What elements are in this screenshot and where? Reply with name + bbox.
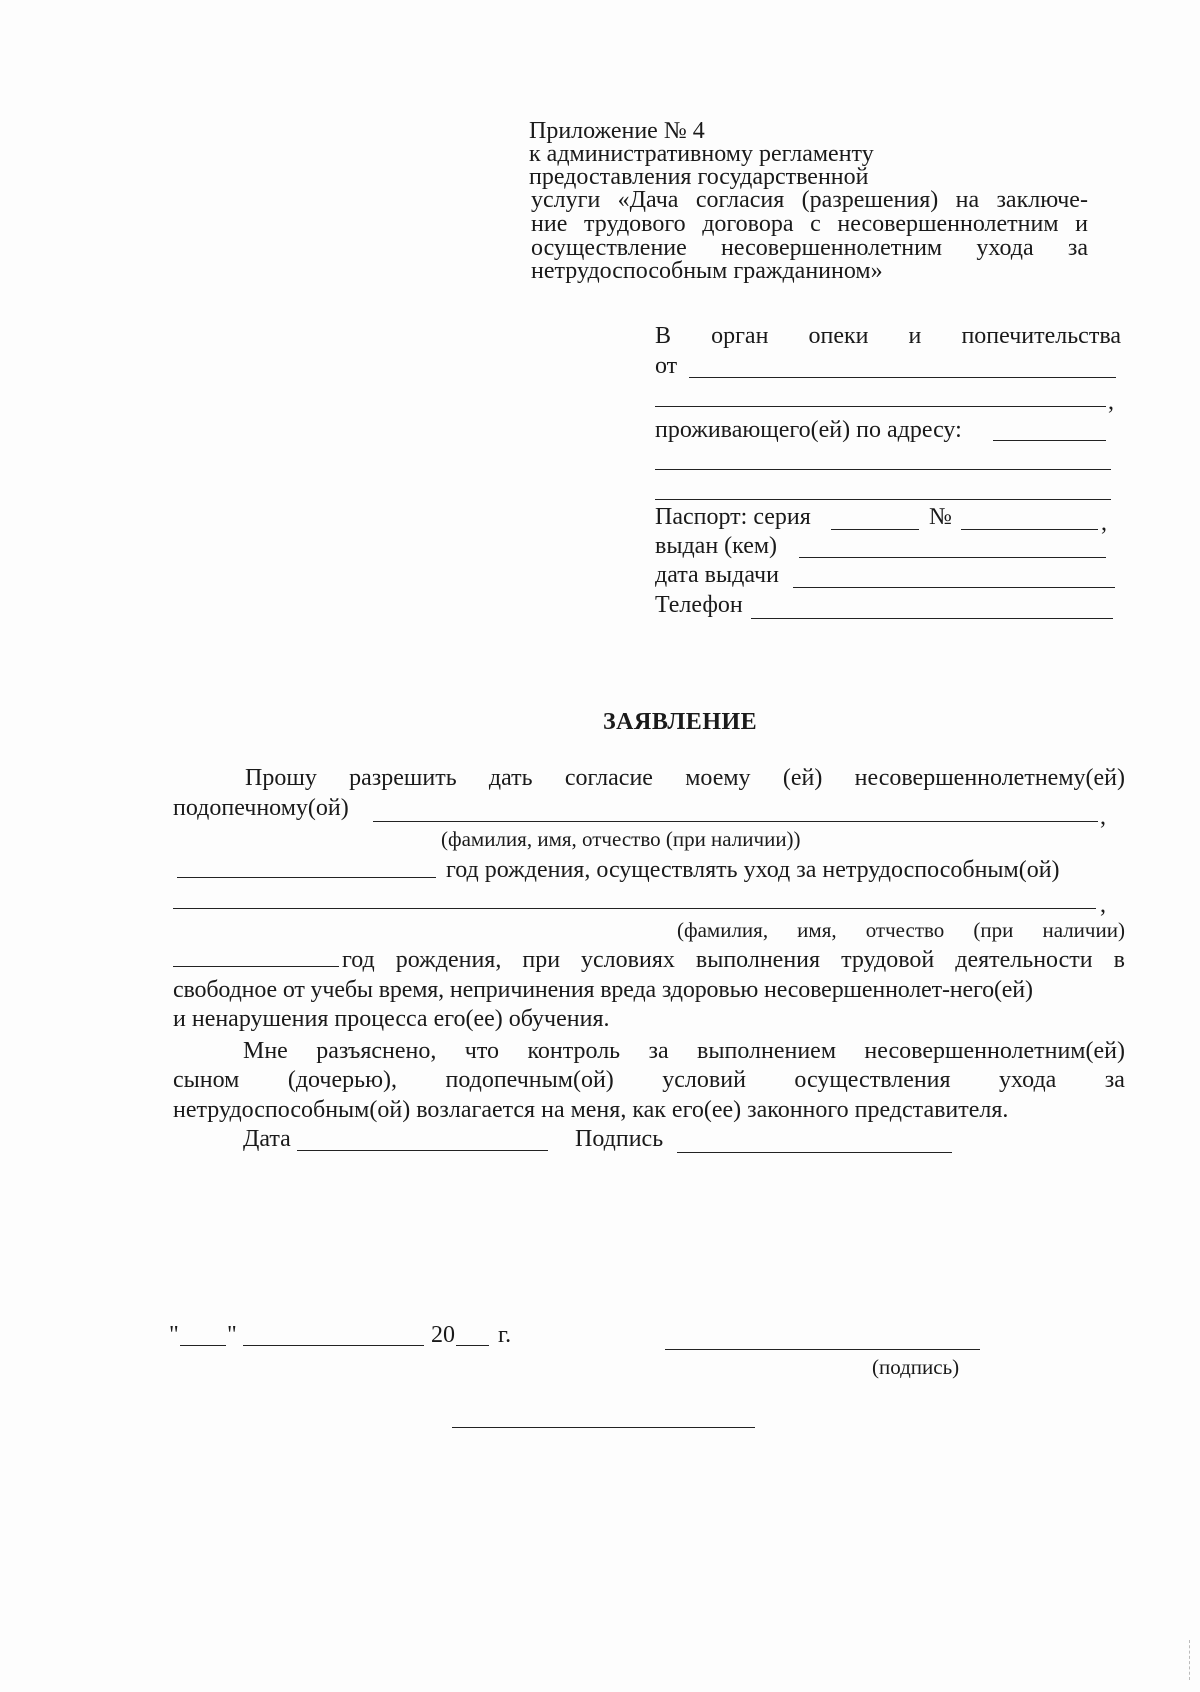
date-blank[interactable] — [297, 1150, 548, 1151]
address-blank[interactable] — [993, 440, 1106, 441]
issue-date-blank[interactable] — [793, 587, 1115, 588]
passport-series-label: Паспорт: серия — [655, 504, 811, 530]
word: несовершеннолетним(ей) — [864, 1038, 1125, 1064]
word: трудовой — [841, 947, 935, 973]
page-title: ЗАЯВЛЕНИЕ — [603, 709, 758, 735]
son-daughter-line — [173, 1067, 1125, 1093]
passport-number-blank[interactable] — [961, 529, 1098, 530]
ward-name-blank[interactable] — [373, 821, 1098, 822]
free-time-line: свободное от учебы время, непричинения вреда здоровью несовершеннолет-него(ей) — [173, 977, 1033, 1003]
issue-date-label: дата выдачи — [655, 562, 779, 588]
word: за — [1104, 1067, 1125, 1093]
from-label: от — [655, 353, 678, 379]
applicant-name-blank[interactable] — [689, 377, 1116, 378]
word: за — [1067, 235, 1088, 261]
word: опеки — [808, 323, 869, 349]
issued-by-blank[interactable] — [799, 557, 1106, 558]
word: разрешить — [349, 765, 457, 791]
word: и — [1075, 211, 1088, 237]
explained-line — [243, 1038, 1125, 1064]
citizen-name-blank[interactable] — [173, 908, 1096, 909]
word: год — [342, 947, 375, 973]
word: договора — [702, 211, 794, 237]
word: сыном — [173, 1067, 240, 1093]
word: за — [648, 1038, 669, 1064]
fio-hint: (фамилия, имя, отчество (при наличии)) — [441, 827, 801, 851]
word: условиях — [581, 947, 675, 973]
responsibility-line: нетрудоспособным(ой) возлагается на меня, как его(ее) законного представителя. — [173, 1097, 1009, 1123]
word: и — [908, 323, 922, 349]
passport-series-blank[interactable] — [831, 529, 919, 530]
word: на — [955, 187, 980, 213]
bottom-blank[interactable] — [452, 1427, 755, 1428]
issued-by-label: выдан (кем) — [655, 533, 778, 559]
word: ухода — [999, 1067, 1057, 1093]
ward-birth-year-blank[interactable] — [177, 877, 436, 878]
comma: , — [1100, 892, 1106, 918]
word: имя, — [797, 918, 837, 942]
fio-hint-2 — [677, 917, 1125, 943]
word: попечительства — [961, 323, 1121, 349]
comma: , — [1108, 389, 1114, 415]
word: выполнения — [695, 947, 821, 973]
word: «Дача — [617, 187, 679, 213]
word: с — [810, 211, 821, 237]
word: в — [1113, 947, 1125, 973]
date-label: Дата — [243, 1126, 291, 1152]
word: (ей) — [782, 765, 823, 791]
comma: , — [1101, 510, 1107, 536]
ward-label: подопечному(ой) — [173, 795, 349, 821]
word: осуществления — [794, 1067, 951, 1093]
word: отчество — [865, 918, 945, 942]
recipient-authority — [655, 323, 1121, 349]
annex-service-line — [531, 187, 1088, 213]
word: разъяснено, — [316, 1038, 437, 1064]
word: заключе- — [996, 187, 1088, 213]
month-blank[interactable] — [243, 1345, 424, 1346]
word: выполнением — [697, 1038, 837, 1064]
word: орган — [711, 323, 769, 349]
annex-provision-line: предоставления государственной — [529, 164, 869, 190]
work-conditions-line — [342, 947, 1125, 973]
year-prefix: 20 — [431, 1322, 455, 1348]
word: наличии) — [1042, 918, 1125, 942]
citizen-birth-year-blank[interactable] — [173, 966, 339, 967]
word: несовершеннолетнему(ей) — [854, 765, 1125, 791]
word: деятельности — [955, 947, 1093, 973]
annex-number: Приложение № 4 — [529, 118, 705, 144]
passport-number-label: № — [929, 504, 952, 530]
request-line — [245, 765, 1125, 791]
word: (фамилия, — [677, 918, 769, 942]
signature-hint: (подпись) — [872, 1355, 960, 1379]
phone-blank[interactable] — [751, 618, 1113, 619]
comma: , — [1100, 804, 1106, 830]
word: моему — [685, 765, 751, 791]
word: согласие — [564, 765, 653, 791]
quote-close: " — [227, 1322, 237, 1348]
phone-label: Телефон — [655, 592, 743, 618]
word: несовершеннолетним — [837, 211, 1059, 237]
annex-citizen-line: нетрудоспособным гражданином» — [531, 258, 883, 284]
scan-edge-mark — [1189, 1640, 1191, 1680]
word: трудового — [583, 211, 686, 237]
annex-regulation-line: к административному регламенту — [529, 141, 874, 167]
word: осуществление — [531, 235, 687, 261]
address-blank-3[interactable] — [655, 499, 1111, 500]
day-blank[interactable] — [180, 1345, 226, 1346]
word: дать — [488, 765, 533, 791]
word: несовершеннолетним — [721, 235, 943, 261]
word: контроль — [527, 1038, 621, 1064]
signature-label: Подпись — [575, 1126, 664, 1152]
footer-signature-blank[interactable] — [665, 1349, 980, 1350]
address-label: проживающего(ей) по адресу: — [655, 417, 962, 443]
address-blank-2[interactable] — [655, 469, 1111, 470]
word: ние — [531, 211, 568, 237]
birth-care-text: год рождения, осуществлять уход за нетрудоспособным(ой) — [446, 857, 1060, 883]
word: (дочерью), — [287, 1067, 397, 1093]
word: согласия — [695, 187, 785, 213]
quote-open: " — [169, 1322, 179, 1348]
word: что — [464, 1038, 500, 1064]
word: условий — [662, 1067, 746, 1093]
word: (при — [973, 918, 1014, 942]
applicant-name-blank-2[interactable] — [655, 406, 1106, 407]
word: Прошу — [245, 765, 317, 791]
word: подопечным(ой) — [445, 1067, 614, 1093]
year-suffix: г. — [498, 1322, 512, 1348]
word: ухода — [976, 235, 1034, 261]
word: при — [522, 947, 561, 973]
word: (разрешения) — [801, 187, 939, 213]
annex-contract-line — [531, 211, 1088, 237]
year-blank[interactable] — [456, 1345, 489, 1346]
word: В — [655, 323, 672, 349]
word: рождения, — [395, 947, 502, 973]
word: услуги — [531, 187, 601, 213]
study-line: и ненарушения процесса его(ее) обучения. — [173, 1006, 610, 1032]
word: Мне — [243, 1038, 288, 1064]
signature-blank[interactable] — [677, 1152, 952, 1153]
